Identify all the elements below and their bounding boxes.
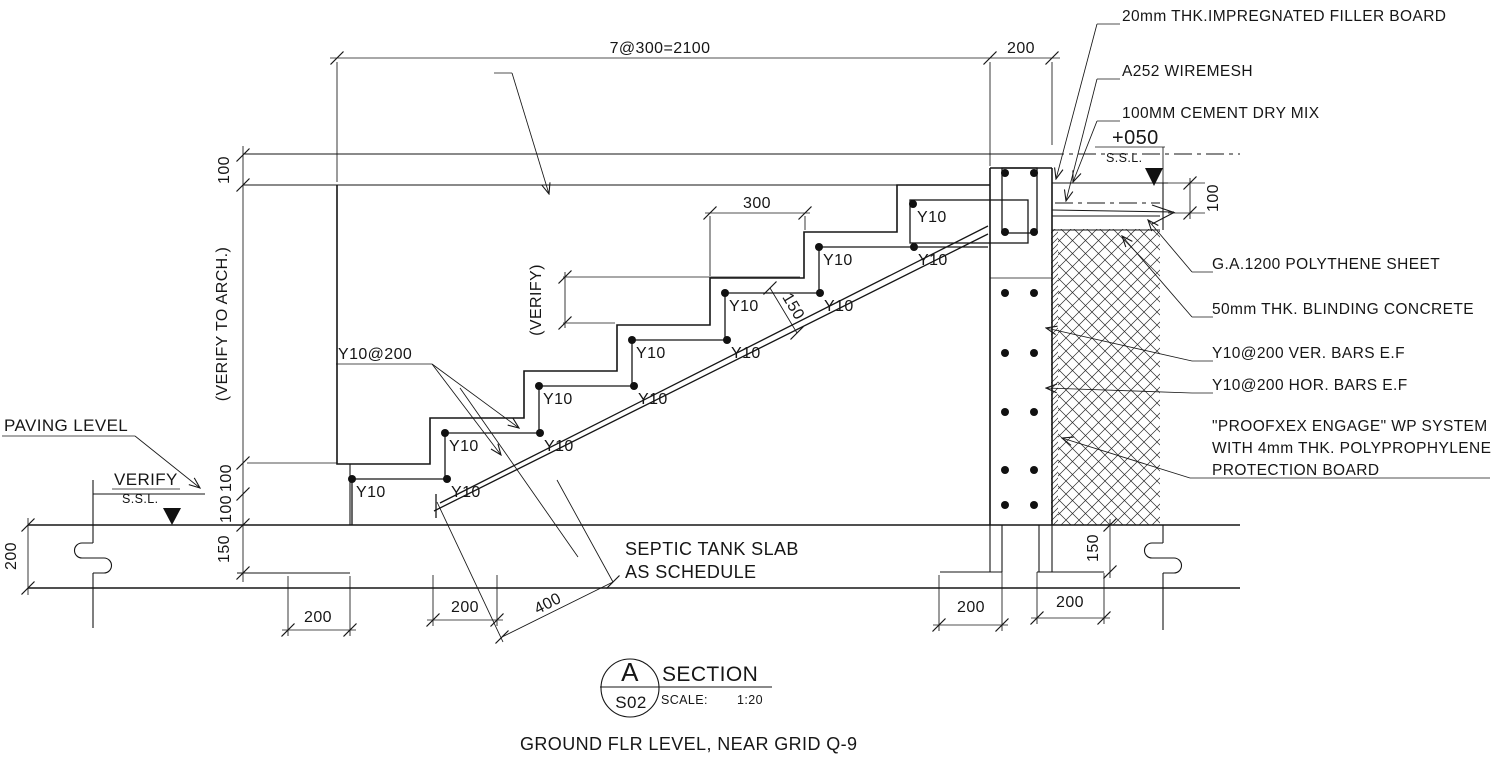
dimension-lines — [22, 52, 1206, 644]
dim-tread: 300 — [743, 195, 771, 212]
callout-blinding: 50mm THK. BLINDING CONCRETE — [1212, 301, 1474, 318]
landing-leader — [512, 73, 549, 194]
callout-polythene: G.A.1200 POLYTHENE SHEET — [1212, 256, 1441, 273]
rebar-label: Y10 — [636, 345, 666, 362]
dim-right-100: 100 — [1205, 184, 1222, 212]
callout-ver-bars: Y10@200 VER. BARS E.F — [1212, 345, 1405, 362]
dim-top-run: 7@300=2100 — [609, 40, 711, 57]
callout-wp-line2: WITH 4mm THK. POLYPROPHYLENE — [1212, 440, 1492, 457]
waterstop-left — [75, 543, 112, 573]
scale-value: 1:20 — [737, 693, 763, 707]
section-title: SECTION — [662, 663, 759, 686]
rebar-label: Y10 — [918, 252, 948, 269]
rebar-label: Y10 — [823, 252, 853, 269]
dim-slab-200: 200 — [3, 542, 20, 570]
rebar-label: Y10 — [449, 438, 479, 455]
rebar-label: Y10 — [638, 391, 668, 408]
rebar-label: Y10 — [729, 298, 759, 315]
dim-bottom-200d: 200 — [1056, 594, 1084, 611]
dim-right-150: 150 — [1085, 534, 1102, 562]
dim-left-150: 150 — [216, 535, 233, 563]
verify-label: VERIFY — [114, 470, 178, 489]
waterstop-right — [1145, 543, 1182, 573]
ssl-left-label: S.S.L. — [122, 492, 159, 506]
paving-level-marker — [163, 508, 181, 525]
annotation-text — [3, 8, 1491, 626]
rebar-label: Y10 — [824, 298, 854, 315]
bar-spacing-label: Y10@200 — [338, 346, 413, 363]
callout-filler-board: 20mm THK.IMPREGNATED FILLER BOARD — [1122, 8, 1447, 25]
title-block — [520, 657, 857, 754]
slab-note-line2: AS SCHEDULE — [625, 562, 757, 582]
paving-level-label: PAVING LEVEL — [4, 416, 129, 435]
slab-note-line1: SEPTIC TANK SLAB — [625, 539, 799, 559]
dim-bottom-200a: 200 — [304, 609, 332, 626]
dim-left-height: (VERIFY TO ARCH.) — [214, 246, 231, 402]
wall-bar-dots — [1001, 169, 1038, 509]
dim-riser-verify: (VERIFY) — [528, 264, 545, 336]
dim-left-100b: 100 — [218, 495, 235, 523]
callout-wp-line3: PROTECTION BOARD — [1212, 462, 1380, 479]
rebar-label: Y10 — [731, 345, 761, 362]
dim-bottom-400: 400 — [531, 590, 565, 618]
rebar-label: Y10 — [356, 484, 386, 501]
callout-hor-bars: Y10@200 HOR. BARS E.F — [1212, 377, 1408, 394]
callout-wp-line1: "PROOFXEX ENGAGE" WP SYSTEM — [1212, 418, 1488, 435]
dim-left-screed: 100 — [216, 156, 233, 184]
dim-waist: 150 — [778, 290, 808, 324]
scale-label: SCALE: — [661, 693, 708, 707]
sheet-number: S02 — [615, 693, 647, 712]
callout-dry-mix: 100MM CEMENT DRY MIX — [1122, 105, 1320, 122]
backfill-hatch — [1051, 229, 1160, 525]
stair-profile — [337, 185, 990, 464]
rebar-label: Y10 — [544, 438, 574, 455]
drawing-caption: GROUND FLR LEVEL, NEAR GRID Q-9 — [520, 734, 858, 754]
rebar-label: Y10 — [451, 484, 481, 501]
dim-left-100a: 100 — [218, 464, 235, 492]
rebar-label: Y10 — [917, 209, 947, 226]
rebar-label: Y10 — [543, 391, 573, 408]
dim-bottom-200c: 200 — [957, 599, 985, 616]
dim-top-wall: 200 — [1007, 40, 1035, 57]
callout-wiremesh: A252 WIREMESH — [1122, 63, 1253, 80]
ssl-right-label: S.S.L. — [1106, 151, 1143, 165]
detail-letter: A — [621, 657, 639, 687]
dim-bottom-200b: 200 — [451, 599, 479, 616]
level-value: +050 — [1112, 127, 1159, 149]
waist-bar-top — [440, 226, 988, 503]
